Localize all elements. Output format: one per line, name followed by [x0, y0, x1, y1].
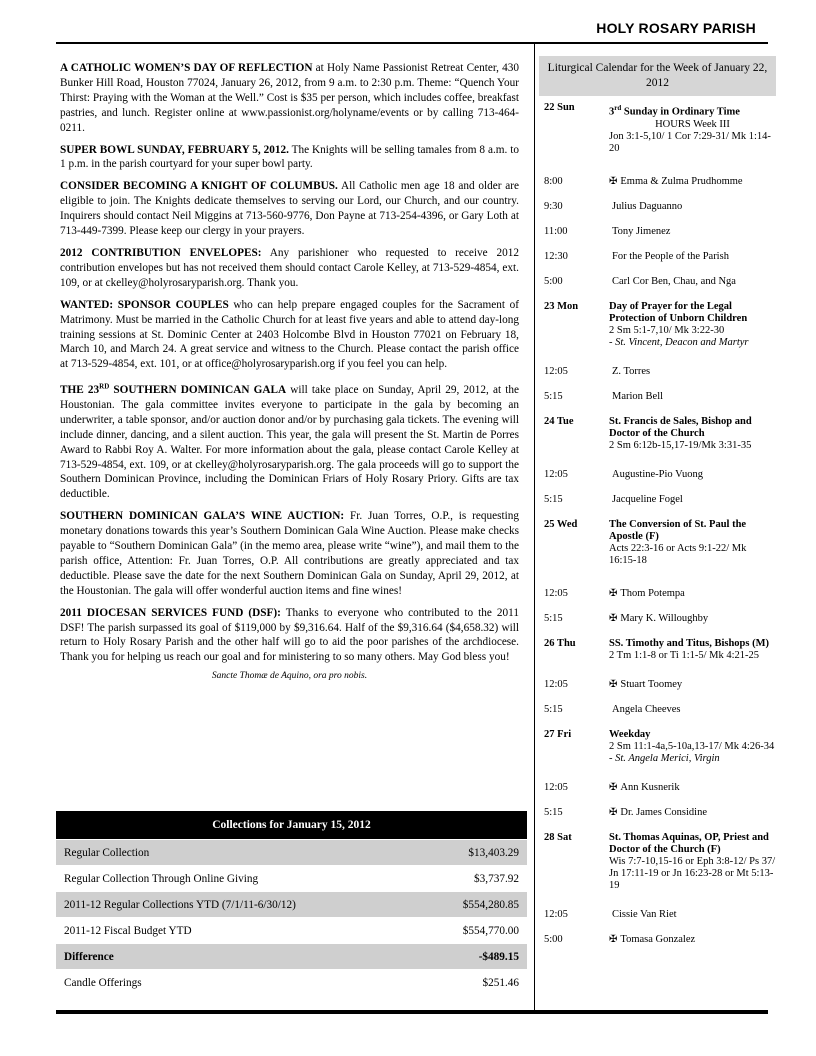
mass-intention: [544, 366, 776, 378]
announcement-envelopes: [60, 246, 519, 291]
day-label: 28 Sat: [544, 831, 572, 843]
row-label: Regular Collection: [56, 840, 421, 866]
calendar-title: Liturgical Calendar for the Week of January 22, 2012: [539, 56, 776, 96]
announcement-body: The Knights will be selling tamales from 8 a.m. to 1 p.m. in the parish courtyard for your super bowl party.: [60, 143, 519, 171]
mass-intention-name: Carl Cor Ben, Chau, and Nga: [612, 275, 736, 287]
mass-intention: [544, 176, 776, 188]
mass-list: [544, 469, 776, 506]
liturgical-calendar: [544, 102, 776, 959]
mass-intention: [544, 276, 776, 288]
mass-intention: [544, 613, 776, 625]
feast-title: 3rd Sunday in Ordinary Time: [609, 104, 740, 118]
table-row: [56, 970, 527, 996]
calendar-day-friday: [544, 729, 776, 765]
readings: 2 Sm 5:1-7,10/ Mk 3:22-30: [609, 324, 725, 336]
announcement-womens-day: [60, 61, 519, 136]
announcement-heading: WANTED: SPONSOR COUPLES: [60, 298, 229, 311]
mass-intention-name: Cissie Van Riet: [612, 908, 677, 920]
deceased-cross-icon: ✠: [609, 175, 618, 187]
mass-time: 12:30: [544, 250, 568, 262]
mass-time: 5:15: [544, 493, 563, 505]
mass-intention-name: Thom Potempa: [620, 587, 685, 599]
announcement-body: will take place on Sunday, April 29, 2012, at the Houstonian. The gala committee invites everyone to participate in the gala by becoming an underwriter, a table sponsor, and/or auction donor and/or by purchasing gala tickets. The evening will include dinner, dancing, and a silent auction. This year, the gala will present the St. Martin de Porres Award to Rabbi Roy A. Walter. For more information about the gala, please contact Carole Kelley at 713-529-4854, ext. 109, or at ckelley@holyrosaryparish.org. The gala proceeds will go to support the Southern Dominican Province, including the Dominican Friars of Holy Rosary Priory. Gifts are tax deductible.: [60, 383, 519, 501]
mass-intention-name: Tomasa Gonzalez: [620, 933, 696, 945]
readings: Acts 22:3-16 or Acts 9:1-22/ Mk 16:15-18: [609, 542, 747, 566]
announcement-gala: [60, 379, 519, 502]
announcement-body: Fr. Juan Torres, O.P., is requesting monetary donations towards this year’s Southern Dominican Gala Wine Auction. Please make checks payable to “Southern Dominican Gala” (in the memo area, please write “wine”), and mail them to the parish office, Attention: Fr. Juan Torres, O.P. All contributions are greatly appreciated and tax deductible. Please save the date for the next Southern Dominican Gala on Sunday, April 29, 2012, at the Houstonian. The gala will offer wonderful auction items and fine wines!: [60, 510, 519, 597]
day-label: 27 Fri: [544, 728, 572, 740]
mass-intention: [544, 494, 776, 506]
day-label: 23 Mon: [544, 300, 579, 312]
mass-list: [544, 366, 776, 403]
readings: Wis 7:7-10,15-16 or Eph 3:8-12/ Ps 37/ Jn 17:11-19 or Jn 16:23-28 or Mt 5:13-19: [609, 855, 776, 891]
mass-intention: [544, 679, 776, 691]
mass-intention: [544, 909, 776, 921]
calendar-day-wednesday: [544, 519, 776, 567]
mass-intention: [544, 934, 776, 946]
mass-list: [544, 679, 776, 716]
table-row: [56, 892, 527, 918]
readings: 2 Sm 6:12b-15,17-19/Mk 3:31-35: [609, 439, 752, 451]
announcement-heading: CONSIDER BECOMING A KNIGHT OF COLUMBUS.: [60, 180, 338, 193]
announcement-heading: THE 23RD SOUTHERN DOMINICAN GALA: [60, 382, 287, 396]
row-label: Candle Offerings: [56, 970, 421, 996]
mass-intention-name: Stuart Toomey: [620, 678, 683, 690]
announcements: [60, 61, 519, 684]
mass-intention-name: Dr. James Considine: [620, 806, 708, 818]
deceased-cross-icon: ✠: [609, 612, 618, 624]
row-amount: $251.46: [421, 970, 527, 996]
row-amount: -$489.15: [421, 944, 527, 970]
mass-time: 12:05: [544, 365, 568, 377]
announcement-heading: A CATHOLIC WOMEN’S DAY OF REFLECTION: [60, 62, 313, 74]
row-label: 2011-12 Fiscal Budget YTD: [56, 918, 421, 944]
feast-title: St. Thomas Aquinas, OP, Priest and Doctor of the Church (F): [609, 831, 769, 855]
day-label: 24 Tue: [544, 415, 574, 427]
mass-time: 12:05: [544, 678, 568, 690]
table-row: [56, 840, 527, 866]
calendar-day-tuesday: [544, 416, 776, 452]
mass-intention-name: Tony Jimenez: [612, 225, 671, 237]
mass-list: [544, 909, 776, 946]
column-divider: [534, 44, 535, 1010]
calendar-day-sunday: [544, 102, 776, 155]
mass-intention-name: Marion Bell: [612, 390, 664, 402]
mass-time: 9:30: [544, 200, 563, 212]
mass-time: 12:05: [544, 468, 568, 480]
announcement-knights: [60, 179, 519, 239]
collections-title: Collections for January 15, 2012: [56, 811, 527, 840]
feast-title: SS. Timothy and Titus, Bishops (M): [609, 637, 769, 649]
day-label: 22 Sun: [544, 102, 575, 113]
mass-time: 5:00: [544, 933, 563, 945]
mass-time: 11:00: [544, 225, 568, 237]
mass-list: [544, 588, 776, 625]
deceased-cross-icon: ✠: [609, 587, 618, 599]
mass-intention-name: Mary K. Willoughby: [620, 612, 709, 624]
mass-intention: [544, 251, 776, 263]
mass-list: [544, 176, 776, 288]
announcement-body: who can help prepare engaged couples for the Sacrament of Matrimony. Must be married in the Catholic Church for at least five years and able to attend day-long training sessions at St. Dominic Center at 2403 Holcombe Blvd in Houston 77021 on February 18, March 10, and March 24. A great service and witness to the Church. Please contact the parish office at 713-529-4854, ext. 101, or at office@holyrosaryparish.org if you feel you can help.: [60, 298, 519, 371]
mass-intention: [544, 782, 776, 794]
mass-time: 5:00: [544, 275, 563, 287]
row-label: Regular Collection Through Online Giving: [56, 866, 421, 892]
page-title: HOLY ROSARY PARISH: [596, 20, 756, 36]
feast-title: St. Francis de Sales, Bishop and Doctor of the Church: [609, 415, 752, 439]
saint-commemoration: - St. Vincent, Deacon and Martyr: [609, 336, 749, 348]
saint-commemoration: - St. Angela Merici, Virgin: [609, 752, 720, 764]
mass-intention: [544, 201, 776, 213]
table-row: [56, 944, 527, 970]
announcement-heading: 2012 CONTRIBUTION ENVELOPES:: [60, 246, 262, 259]
mass-intention-name: Julius Daguanno: [612, 200, 683, 212]
mass-time: 8:00: [544, 175, 563, 187]
readings: 2 Sm 11:1-4a,5-10a,13-17/ Mk 4:26-34: [609, 740, 775, 752]
calendar-day-saturday: [544, 832, 776, 892]
mass-time: 5:15: [544, 806, 563, 818]
mass-intention: [544, 391, 776, 403]
deceased-cross-icon: ✠: [609, 933, 618, 945]
feast-title: Day of Prayer for the Legal Protection of Unborn Children: [609, 300, 748, 324]
table-row: [56, 918, 527, 944]
announcement-wine-auction: [60, 509, 519, 598]
mass-intention: [544, 588, 776, 600]
bottom-rule: [56, 1010, 768, 1014]
announcement-heading: SUPER BOWL SUNDAY, FEBRUARY 5, 2012.: [60, 143, 289, 156]
mass-time: 5:15: [544, 612, 563, 624]
mass-intention-name: Emma & Zulma Prudhomme: [620, 175, 743, 187]
mass-time: 12:05: [544, 587, 568, 599]
mass-intention: [544, 226, 776, 238]
announcement-body: Thanks to everyone who contributed to the 2011 DSF! The parish surpassed its goal of $119,000 by $9,316.64. Half of the $9,316.64 ($4,658.32) will return to Holy Rosary Parish and the other half will go to aid the poor parishes of the archdiocese. Thank you for helping us reach our goal and for ministering to so many others. May God bless you!: [60, 606, 519, 664]
mass-intention-name: Augustine-Pio Vuong: [612, 468, 704, 480]
announcement-body: Any parishioner who requested to receive 2012 contribution envelopes but has not received them should contact Carole Kelley, at 713-529-4854, ext. 109, or at ckelley@holyrosaryparish.org. Thank you.: [60, 246, 520, 289]
mass-intention-name: For the People of the Parish: [612, 250, 729, 262]
collections-table: [56, 811, 527, 995]
announcement-body: All Catholic men age 18 and older are eligible to join. The Knights dedicate themselves to serving our Lord, our Church, and our country. Inquirers should contact Neil Miggins at 713-560-9776, Don Payne at 713-254-4396, or Gary Loth at 713-449-7399. Please keep our clergy in your prayers.: [60, 180, 519, 238]
mass-intention: [544, 469, 776, 481]
mass-intention: [544, 704, 776, 716]
announcement-super-bowl: [60, 143, 519, 173]
row-amount: $3,737.92: [421, 866, 527, 892]
day-label: 26 Thu: [544, 637, 576, 649]
mass-intention: [544, 807, 776, 819]
deceased-cross-icon: ✠: [609, 678, 618, 690]
mass-intention-name: Angela Cheeves: [612, 703, 681, 715]
hours-week: HOURS Week III: [655, 118, 730, 130]
top-rule: [56, 42, 768, 44]
deceased-cross-icon: ✠: [609, 806, 618, 818]
mass-intention-name: Ann Kusnerik: [620, 781, 680, 793]
mass-time: 12:05: [544, 781, 568, 793]
table-row: [56, 866, 527, 892]
row-amount: $554,770.00: [421, 918, 527, 944]
mass-list: [544, 782, 776, 819]
calendar-day-monday: [544, 301, 776, 349]
announcement-heading: SOUTHERN DOMINICAN GALA’S WINE AUCTION:: [60, 510, 345, 523]
mass-time: 5:15: [544, 703, 563, 715]
row-amount: $13,403.29: [421, 840, 527, 866]
motto: Sancte Thomæ de Aquino, ora pro nobis.: [211, 671, 368, 682]
feast-title: Weekday: [609, 728, 651, 740]
mass-time: 5:15: [544, 390, 563, 402]
readings: 2 Tm 1:1-8 or Ti 1:1-5/ Mk 4:21-25: [609, 649, 760, 661]
announcement-sponsor-couples: [60, 298, 519, 373]
mass-intention-name: Jacqueline Fogel: [612, 493, 683, 505]
day-label: 25 Wed: [544, 518, 578, 530]
mass-time: 12:05: [544, 908, 568, 920]
row-amount: $554,280.85: [421, 892, 527, 918]
calendar-day-thursday: [544, 638, 776, 662]
announcement-dsf: [60, 606, 519, 666]
readings: Jon 3:1-5,10/ 1 Cor 7:29-31/ Mk 1:14-20: [609, 130, 771, 154]
feast-title: The Conversion of St. Paul the Apostle (F): [609, 518, 747, 542]
mass-intention-name: Z. Torres: [612, 365, 651, 377]
row-label: Difference: [56, 944, 421, 970]
announcement-body: at Holy Name Passionist Retreat Center, 430 Bunker Hill Road, Houston 77024, January 26, 2012, from 9 a.m. to 2:30 p.m. Theme: “Quench Your Thirst: Praying with the Woman at the Well.” Cost is $35 per person, which includes coffee, breakfast pastries, and lunch. Register online at www.passionist.org/holyname/events or by calling 713-464-0211.: [60, 62, 519, 134]
deceased-cross-icon: ✠: [609, 781, 618, 793]
row-label: 2011-12 Regular Collections YTD (7/1/11-6/30/12): [56, 892, 421, 918]
announcement-heading: 2011 DIOCESAN SERVICES FUND (DSF):: [60, 606, 281, 619]
